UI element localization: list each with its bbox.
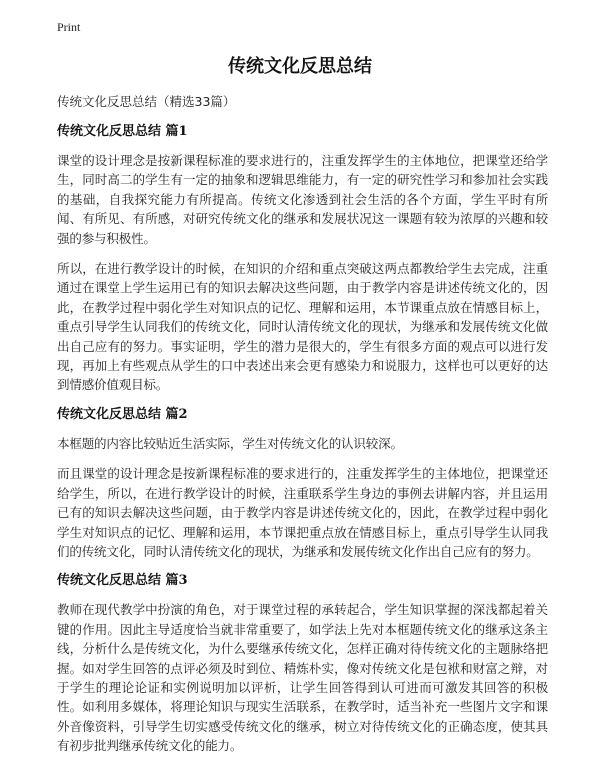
section-2-paragraph-2: 而且课堂的设计理念是按新课程标准的要求进行的，注重发挥学生的主体地位，把课堂还给学生，所以，在进行教学设计的时候，注重联系学生身边的事例去讲解内容，并且运用已有的知识去解决这些问题，由于教学内容是讲述传统文化的，因此，在教学过程中弱化学生对知识点的记忆、理解和运用，本节课把重点放在情感目标上，重点引导学生认同我们的传统文化，同时认清传统文化的现状，为继承和发展传统文化作出自己应有的努力。 (57, 466, 548, 559)
article-subtitle: 传统文化反思总结（精选33篇） (57, 94, 236, 109)
section-1-paragraph-1: 课堂的设计理念是按新课程标准的要求进行的，注重发挥学生的主体地位，把课堂还给学生，同时高二的学生有一定的抽象和逻辑思维能力，有一定的研究性学习和参加社会实践的基础，自我探究能力有所提高。传统文化渗透到社会生活的各个方面，学生平时有所闻、有所见、有所感，对研究传统文化的继承和发展状况这一课题有较为浓厚的兴趣和较强的参与积极性。 (57, 153, 548, 246)
section-1-paragraph-2: 所以，在进行教学设计的时候，在知识的介绍和重点突破这两点都教给学生去完成，注重通过在课堂上学生运用已有的知识去解决这些问题，由于教学内容是讲述传统文化的，因此，在教学过程中弱化学生对知识点的记忆、理解和运用，本节课重点放在情感目标上，重点引导学生认同我们的传统文化，同时认清传统文化的现状，为继承和发展传统文化做出自己应有的努力。事实证明，学生的潜力是很大的，学生有很多方面的观点可以进行发现，再加上有些观点从学生的口中表述出来会更有感染力和说服力，这样也可以更好的达到情感价值观目标。 (57, 261, 548, 393)
section-heading-3: 传统文化反思总结 篇3 (57, 573, 188, 589)
section-heading-1: 传统文化反思总结 篇1 (57, 124, 188, 139)
article-body (57, 93, 548, 767)
section-heading-2: 传统文化反思总结 篇2 (57, 406, 188, 422)
section-3-paragraph-1: 教师在现代教学中扮演的角色，对于课堂过程的承转起合，学生知识掌握的深浅都起着关键的作用。因此主导适度恰当就非常重要了，如学法上先对本框题传统文化的继承这条主线，分析什么是传统文化，为什么要继承传统文化，怎样正确对待传统文化的主题脉络把握。如对学生回答的点评必须及时到位、精炼朴实，像对传统文化是包袱和财富之辩，对于学生的理论论证和实例说明加以评析，让学生回答得到认可进而可激发其回答的积极性。如利用多媒体，将理论知识与现实生活联系，在教学时，适当补充一些图片文字和课外音像资料，引导学生切实感受传统文化的继承，树立对待传统文化的正确态度，使其具有初步批判继承传统文化的能力。 (57, 602, 548, 754)
page-title: 传统文化反思总结 (228, 56, 372, 77)
print-link[interactable]: Print (57, 20, 81, 34)
section-2-paragraph-1: 本框题的内容比较贴近生活实际，学生对传统文化的认识较深。 (57, 435, 403, 451)
